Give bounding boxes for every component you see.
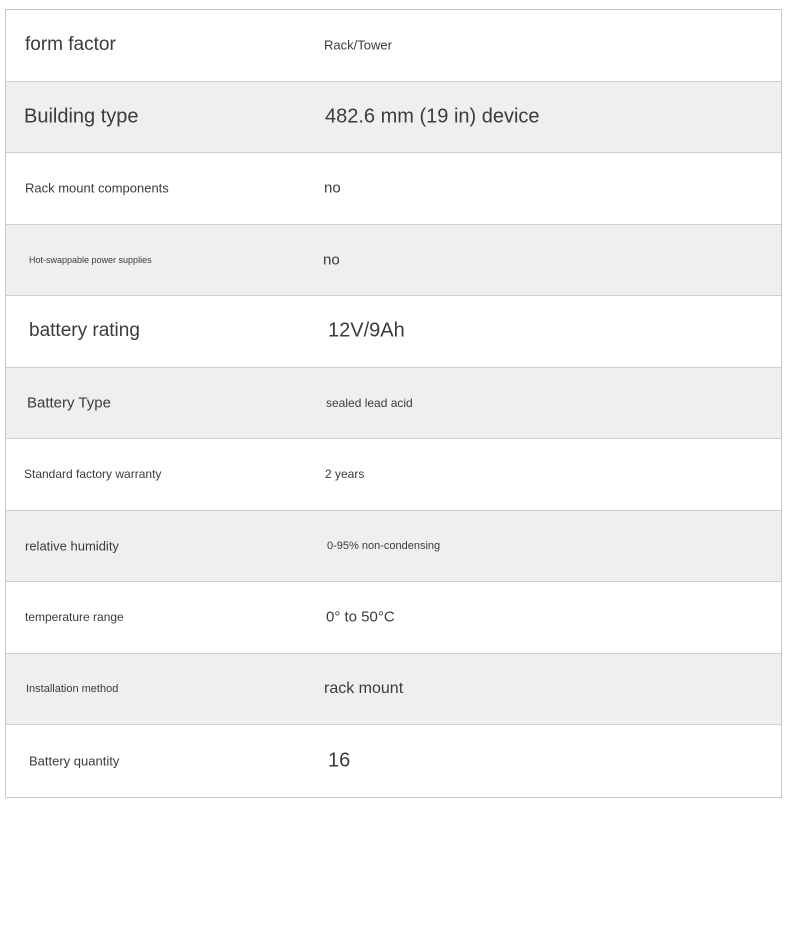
spec-value: Rack/Tower xyxy=(324,37,392,53)
spec-label: Installation method xyxy=(26,682,119,695)
spec-row-relative-humidity xyxy=(6,511,781,583)
spec-value: 0° to 50°C xyxy=(326,608,395,626)
spec-row-warranty xyxy=(6,439,781,511)
spec-label: Building type xyxy=(24,105,139,128)
spec-label: Battery quantity xyxy=(29,753,120,769)
spec-value: no xyxy=(324,179,341,197)
spec-value: 12V/9Ah xyxy=(328,319,405,342)
spec-value: 2 years xyxy=(325,467,365,482)
spec-row-battery-type xyxy=(6,368,781,440)
spec-value: 0-95% non-condensing xyxy=(327,539,441,552)
spec-row-temperature-range xyxy=(6,582,781,654)
spec-value: no xyxy=(323,251,340,269)
spec-label: relative humidity xyxy=(25,538,119,554)
spec-value: 16 xyxy=(328,749,351,772)
spec-row-building-type xyxy=(6,82,781,154)
spec-label: form factor xyxy=(25,34,116,56)
spec-label: temperature range xyxy=(25,610,124,625)
spec-label: battery rating xyxy=(29,320,140,342)
spec-row-hot-swappable-power-supplies xyxy=(6,225,781,297)
spec-row-battery-quantity xyxy=(6,725,781,797)
spec-row-form-factor xyxy=(6,10,781,82)
spec-label: Hot-swappable power supplies xyxy=(29,254,152,265)
spec-row-battery-rating xyxy=(6,296,781,368)
spec-value: 482.6 mm (19 in) device xyxy=(325,105,540,128)
spec-label: Battery Type xyxy=(27,394,111,412)
spec-value: rack mount xyxy=(324,679,404,697)
spec-row-installation-method xyxy=(6,654,781,726)
spec-label: Rack mount components xyxy=(25,180,169,196)
spec-label: Standard factory warranty xyxy=(24,467,162,482)
spec-table xyxy=(5,9,782,798)
spec-row-rack-mount-components xyxy=(6,153,781,225)
spec-value: sealed lead acid xyxy=(326,395,413,410)
